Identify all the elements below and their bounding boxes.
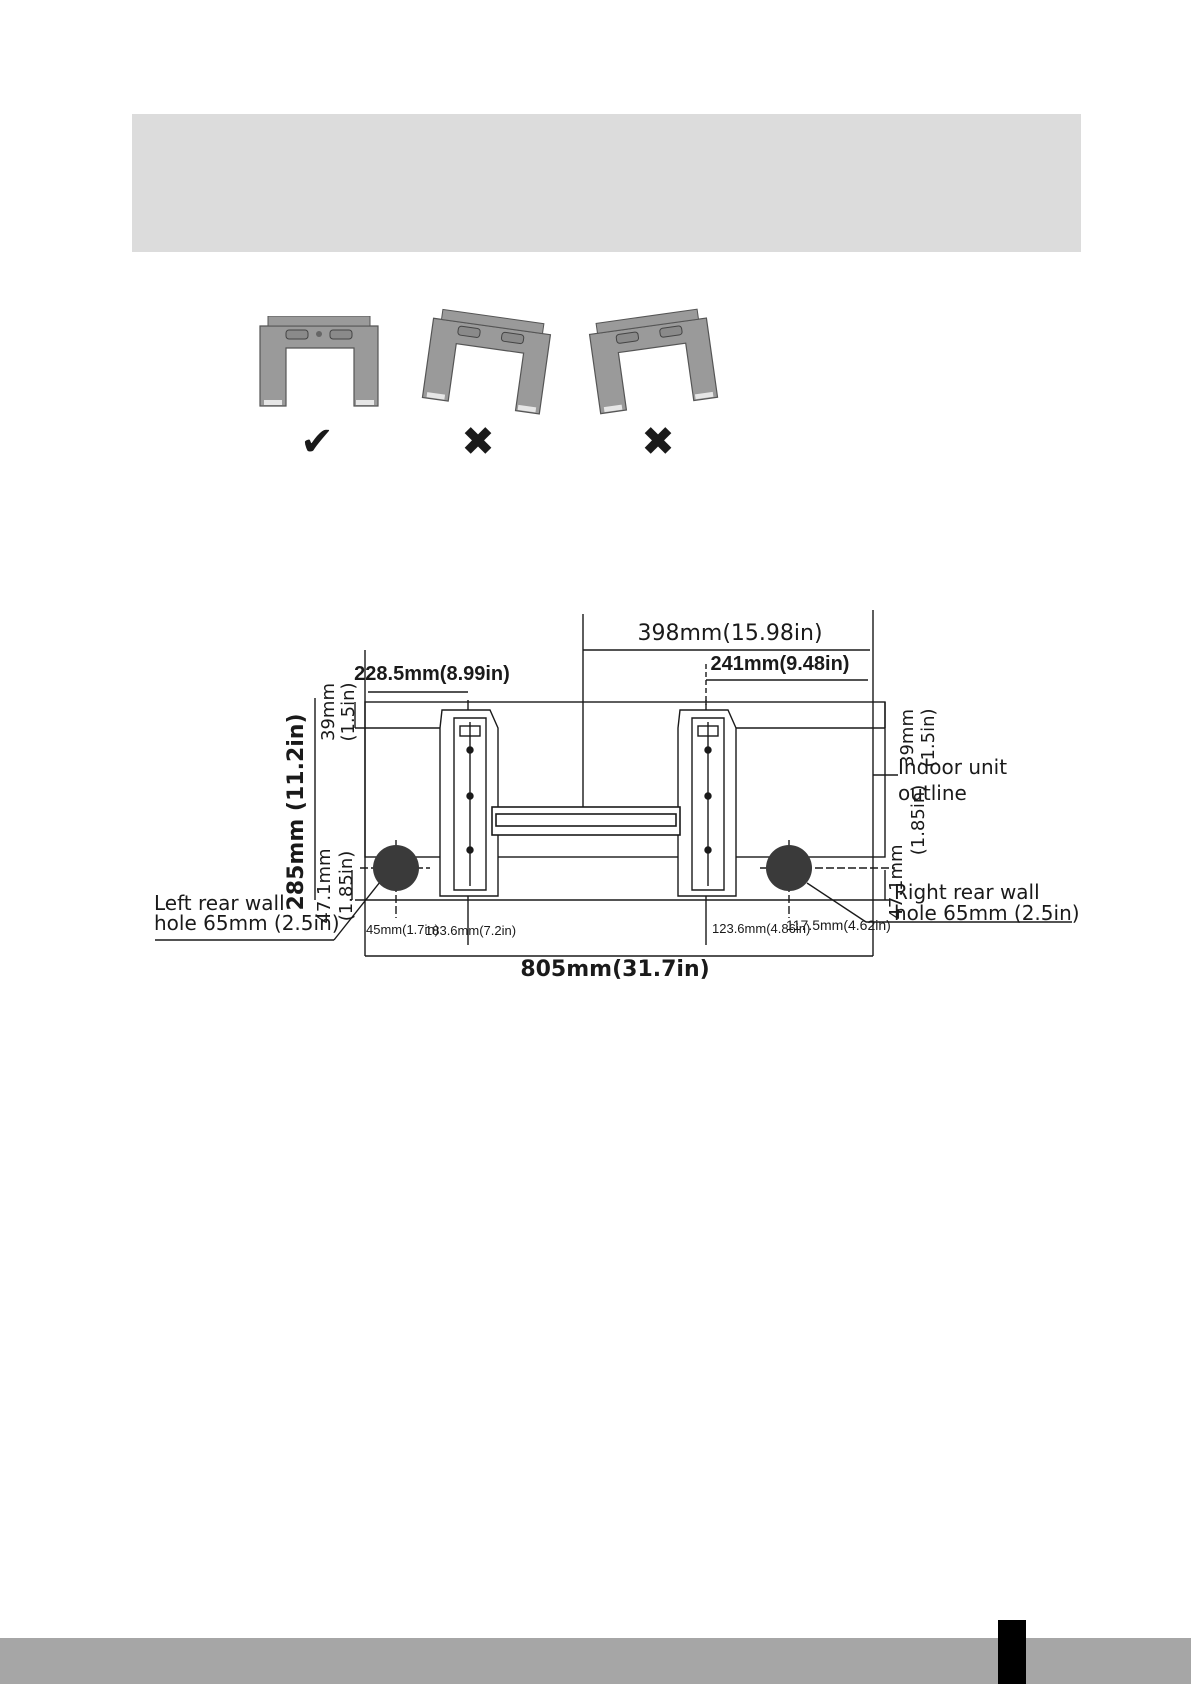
cross-icon-1: ✖: [461, 419, 495, 465]
page-tab: [998, 1620, 1026, 1684]
plate-orientation-examples: [0, 300, 1191, 470]
mounting-plate-tilted-right: [416, 308, 556, 418]
dim-47-right-in: (1.85in): [908, 784, 929, 856]
right-bracket: [678, 710, 736, 896]
mounting-plate-tilted-left: [582, 308, 722, 418]
dim-228: 228.5mm(8.99in): [354, 663, 510, 685]
dim-123: 123.6mm(4.86in): [712, 921, 811, 936]
dim-241: 241mm(9.48in): [710, 653, 850, 675]
header-band: [132, 114, 1081, 252]
crossbar: [492, 807, 680, 835]
left-hole-line-1: Left rear wall: [154, 891, 285, 915]
left-bracket: [440, 710, 498, 896]
dim-39-left-mm: 39mm: [318, 683, 339, 741]
indoor-outline-line-2: outline: [898, 781, 967, 805]
dim-47-left-in: (1.85in): [336, 850, 357, 922]
dim-117: 117.5mm(4.62in): [786, 917, 891, 933]
dim-47-left-mm: 47.1mm: [314, 848, 335, 924]
mounting-plate-level: [256, 316, 382, 408]
right-hole-line-2: hole 65mm (2.5in): [894, 901, 1080, 925]
left-hole-line-2: hole 65mm (2.5in): [154, 911, 340, 935]
left-wall-hole: [373, 845, 419, 891]
right-hole-line-1: Right rear wall: [894, 880, 1040, 904]
right-wall-hole: [766, 845, 812, 891]
dim-805: 805mm(31.7in): [520, 957, 710, 982]
dim-285: 285mm (11.2in): [284, 713, 309, 911]
dim-45: 45mm(1.7in): [366, 922, 439, 937]
dim-39-right-in: (1.5in): [918, 708, 939, 768]
dim-39-right-mm: 39mm: [897, 709, 918, 767]
dim-398: 398mm(15.98in): [637, 621, 823, 646]
mounting-plate-dimension-diagram: [0, 600, 1191, 1000]
dim-183: 183.6mm(7.2in): [425, 923, 517, 938]
dim-39-left-in: (1.5in): [338, 682, 359, 742]
check-icon: ✔: [300, 419, 334, 465]
cross-icon-2: ✖: [641, 419, 675, 465]
indoor-outline-line-1: Indoor unit: [898, 755, 1008, 779]
dim-47-right-mm: 47.1mm: [886, 844, 907, 920]
